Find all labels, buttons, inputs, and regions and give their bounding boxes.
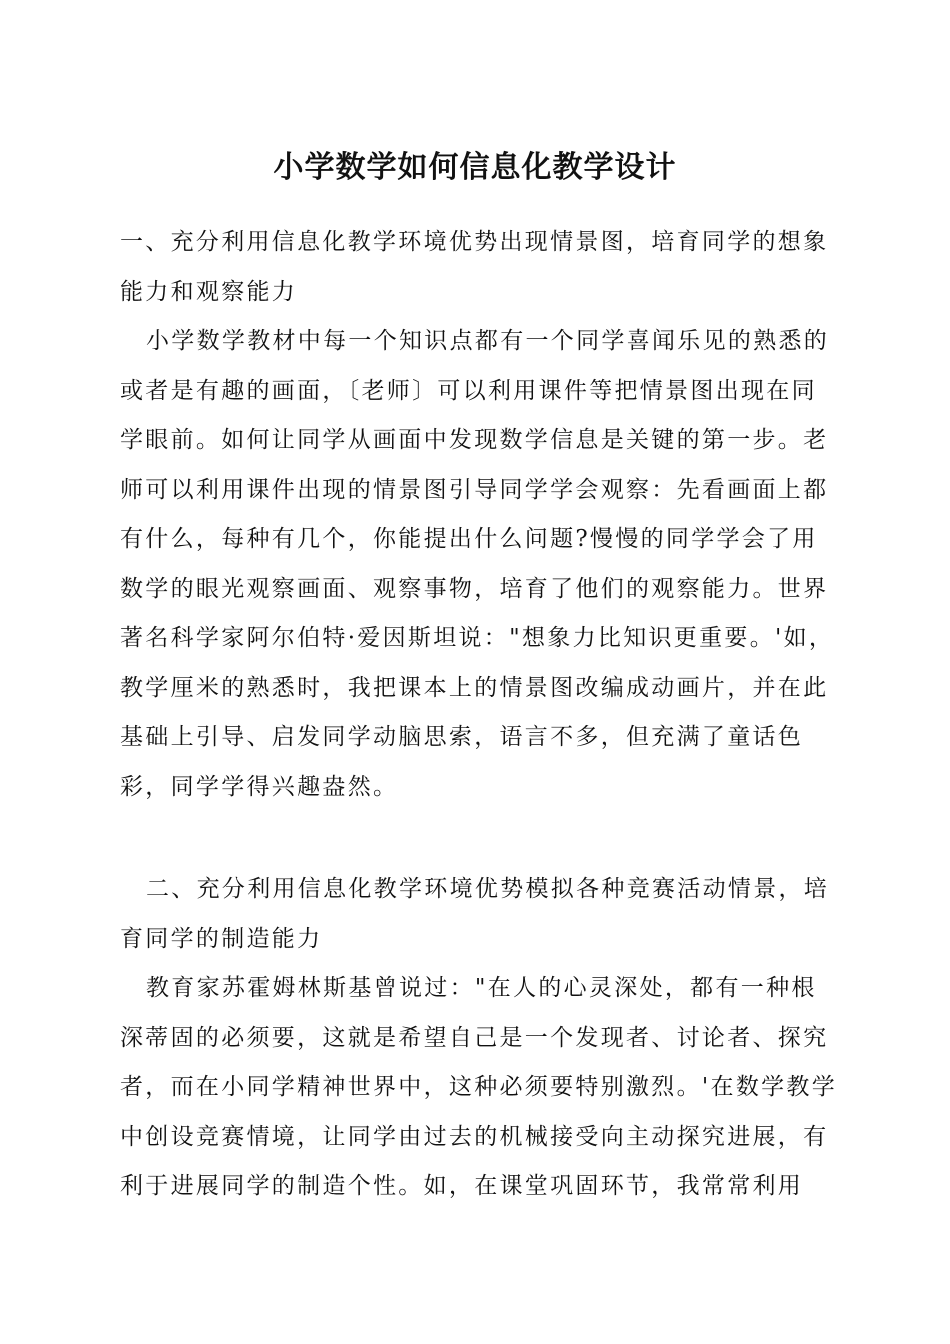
section-2-heading: 二、充分利用信息化教学环境优势模拟各种竞赛活动情景，培育同学的制造能力 (120, 876, 830, 952)
section-2 (120, 865, 840, 1212)
section-2-body: 教育家苏霍姆林斯基曾说过："在人的心灵深处，都有一种根深蒂固的必须要，这就是希望自己是一个发现者、讨论者、探究者，而在小同学精神世界中，这种必须要特别激烈。'在数学教学中创设竞赛情境，让同学由过去的机械接受向主动探究进展，有利于进展同学的制造个性。如，在课堂巩固环节，我常常利用 (120, 975, 838, 1199)
section-1 (120, 218, 840, 812)
section-1-body: 小学数学教材中每一个知识点都有一个同学喜闻乐见的熟悉的或者是有趣的画面，〔老师〕可以利用课件等把情景图出现在同学眼前。如何让同学从画面中发现数学信息是关键的第一步。老师可以利用课件出现的情景图引导同学学会观察：先看画面上都有什么，每种有几个，你能提出什么问题?慢慢的同学学会了用数学的眼光观察画面、观察事物，培育了他们的观察能力。世界著名科学家阿尔伯特·爱因斯坦说："想象力比知识更重要。'如，教学厘米的熟悉时，我把课本上的情景图改编成动画片，并在此基础上引导、启发同学动脑思索，语言不多，但充满了童话色彩，同学学得兴趣盎然。 (120, 328, 835, 800)
document-title: 小学数学如何信息化教学设计 (273, 150, 677, 185)
section-1-heading: 一、充分利用信息化教学环境优势出现情景图，培育同学的想象能力和观察能力 (120, 229, 829, 305)
